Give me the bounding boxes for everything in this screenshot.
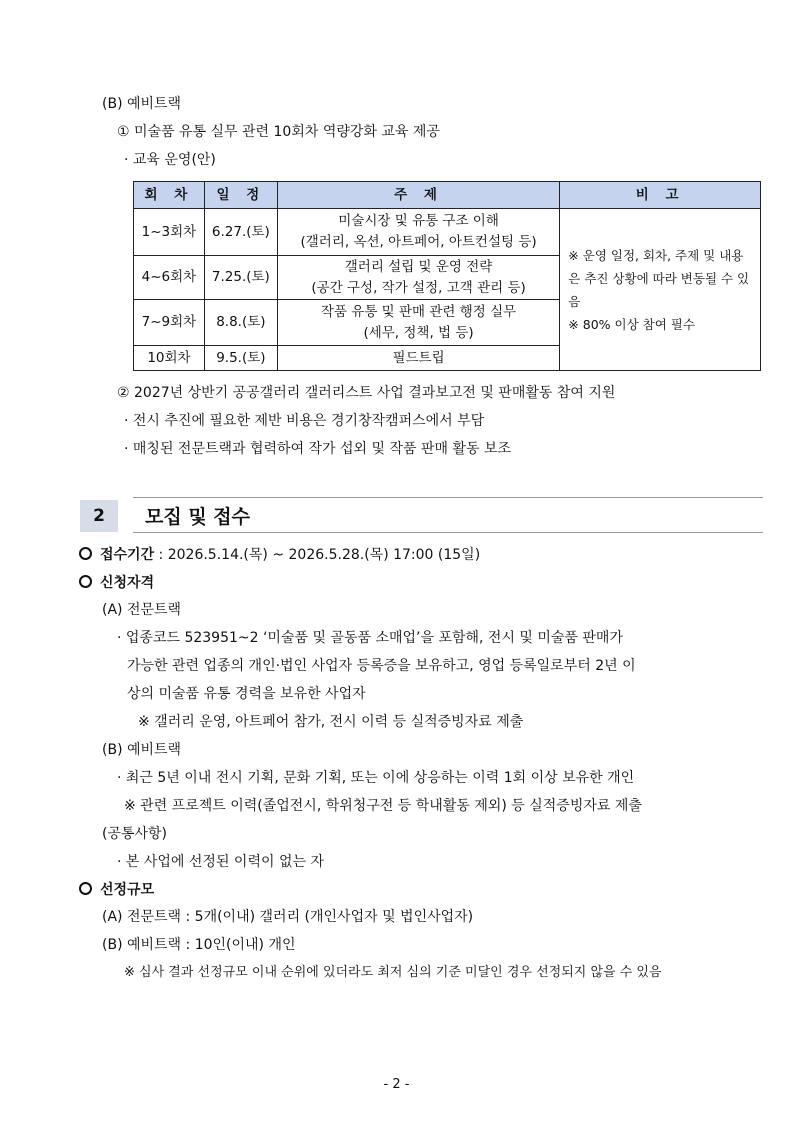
qual-b-heading: (B) 예비트랙 <box>102 742 182 758</box>
qual-a-heading: (A) 전문트랙 <box>102 602 182 618</box>
table-header-row <box>134 182 761 209</box>
qual-a-line: · 업종코드 523951~2 ‘미술품 및 골동품 소매업’을 포함해, 전시 및 미술품 판매가 <box>117 630 623 646</box>
education-schedule-table <box>133 181 761 371</box>
scale-b: (B) 예비트랙 : 10인(이내) 개인 <box>102 937 296 953</box>
circle-bullet-icon <box>79 547 92 560</box>
topic-line: (세무, 정책, 법 등) <box>363 324 474 341</box>
qualification-line <box>79 573 154 593</box>
scale-a: (A) 전문트랙 : 5개(이내) 갤러리 (개인사업자 및 법인사업자) <box>102 909 474 925</box>
topic-line: 갤러리 설립 및 운영 전략 <box>344 258 493 275</box>
section-divider-top <box>133 497 763 498</box>
period-label: 접수기간 <box>100 547 155 563</box>
topic-line: (공간 구성, 작가 설정, 고객 관리 등) <box>311 279 526 296</box>
period-line <box>79 545 480 565</box>
cell-session: 7~9회차 <box>134 300 205 346</box>
circle-bullet-icon <box>79 575 92 588</box>
edu-plan-label: · 교육 운영(안) <box>124 152 216 168</box>
note-line: ※ 운영 일정, 회차, 주제 및 내용은 추진 상황에 따라 변동될 수 있음 <box>568 247 750 309</box>
qual-a-note: ※ 갤러리 운영, 아트페어 참가, 전시 이력 등 실적증빙자료 제출 <box>138 714 524 730</box>
cell-date: 7.25.(토) <box>204 256 277 300</box>
cell-session: 10회차 <box>134 346 205 371</box>
common-heading: (공통사항) <box>102 826 168 842</box>
scale-label: 선정규모 <box>100 882 155 898</box>
cell-topic: 필드트립 <box>277 346 559 371</box>
scale-line <box>79 880 154 900</box>
period-value: : 2026.5.14.(목) ~ 2026.5.28.(목) 17:00 (15일) <box>154 547 481 563</box>
qual-b-note: ※ 관련 프로젝트 이력(졸업전시, 학위청구전 등 학내활동 제외) 등 실적증빙자료 제출 <box>124 798 642 814</box>
cell-date: 9.5.(토) <box>204 346 277 371</box>
topic-line: 미술시장 및 유통 구조 이해 <box>338 213 499 229</box>
scale-note: ※ 심사 결과 선정규모 이내 순위에 있더라도 최저 심의 기준 미달인 경우 선정되지 않을 수 있음 <box>124 965 662 980</box>
topic-line: 작품 유통 및 판매 관련 행정 실무 <box>320 303 517 320</box>
b-track-heading: (B) 예비트랙 <box>102 96 182 112</box>
qual-b-line: · 최근 5년 이내 전시 기획, 문화 기획, 또는 이에 상응하는 이력 1회 이상 보유한 개인 <box>117 770 635 786</box>
cell-date: 8.8.(토) <box>204 300 277 346</box>
qual-a-line: 상의 미술품 유통 경력을 보유한 사업자 <box>127 686 366 702</box>
item-2-bullet: · 매칭된 전문트랙과 협력하여 작가 섭외 및 작품 판매 활동 보조 <box>124 441 512 457</box>
section-divider-bottom <box>133 532 763 533</box>
qualification-label: 신청자격 <box>100 575 155 591</box>
page-number: - 2 - <box>383 1077 410 1092</box>
header-topic: 주 제 <box>277 182 559 209</box>
item-1: ① 미술품 유통 실무 관련 10회차 역량강화 교육 제공 <box>117 124 440 140</box>
cell-session: 1~3회차 <box>134 209 205 256</box>
qual-a-line: 가능한 관련 업종의 개인·법인 사업자 등록증을 보유하고, 영업 등록일로부터 2년 이 <box>127 658 636 674</box>
item-2: ② 2027년 상반기 공공갤러리 갤러리스트 사업 결과보고전 및 판매활동 참여 지원 <box>117 385 616 401</box>
cell-topic <box>277 300 559 346</box>
circle-bullet-icon <box>79 882 92 895</box>
note-line: ※ 80% 이상 참여 필수 <box>568 316 695 332</box>
section-number: 2 <box>80 500 118 532</box>
section-title: 모집 및 접수 <box>145 506 250 528</box>
table-row <box>134 209 761 256</box>
item-2-bullet: · 전시 추진에 필요한 제반 비용은 경기창작캠퍼스에서 부담 <box>124 413 485 429</box>
header-date: 일 정 <box>204 182 277 209</box>
header-note: 비 고 <box>560 182 761 209</box>
cell-topic <box>277 256 559 300</box>
cell-note <box>560 209 761 371</box>
topic-line: (갤러리, 옥션, 아트페어, 아트컨설팅 등) <box>300 234 537 250</box>
header-session: 회 차 <box>134 182 205 209</box>
cell-date: 6.27.(토) <box>204 209 277 256</box>
cell-session: 4~6회차 <box>134 256 205 300</box>
common-line: · 본 사업에 선정된 이력이 없는 자 <box>117 854 324 870</box>
cell-topic <box>277 209 559 256</box>
